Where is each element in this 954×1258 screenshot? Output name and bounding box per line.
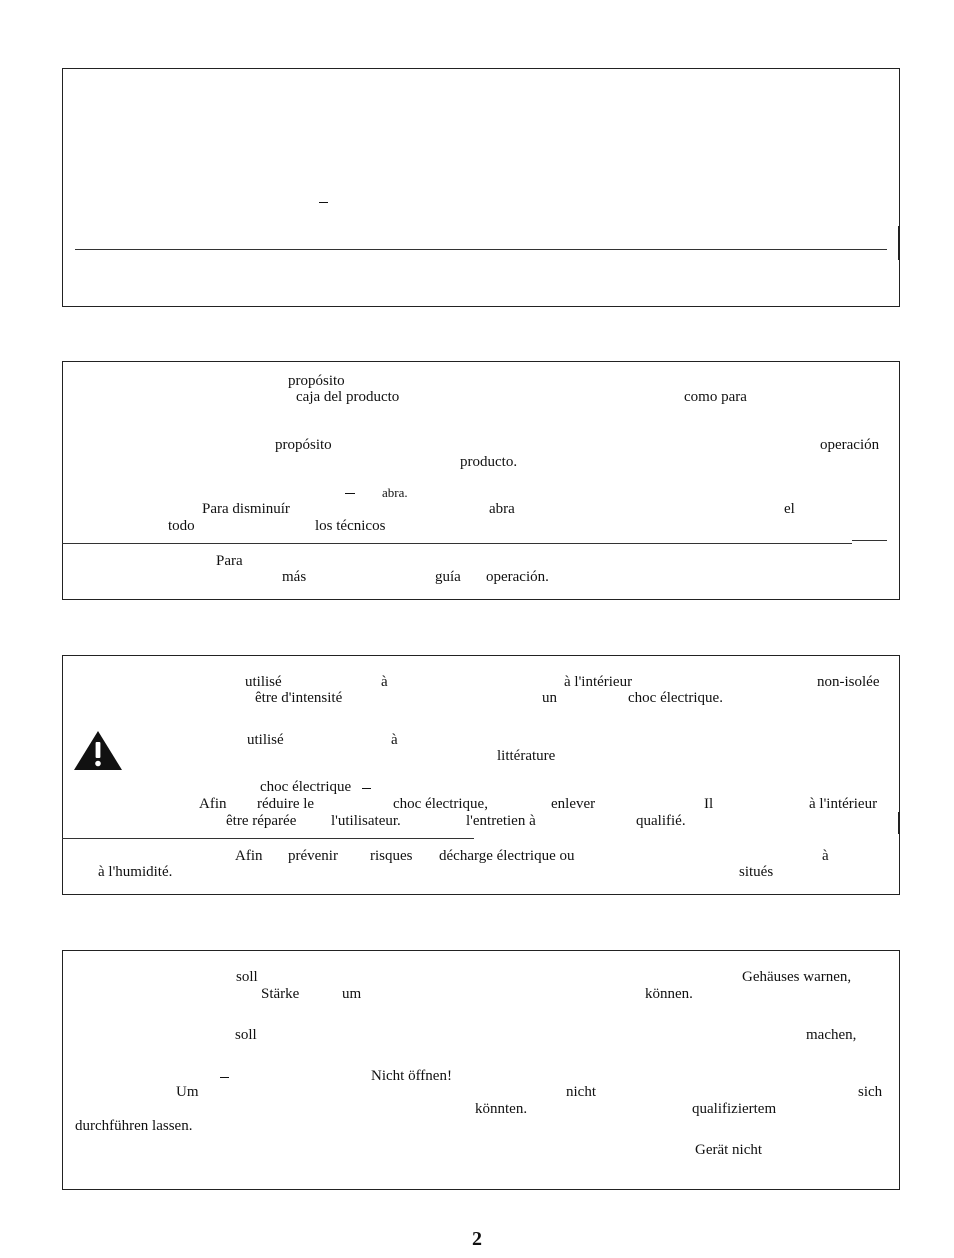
text-fragment: à [381,674,388,690]
text-fragment: choc électrique. [628,690,723,706]
text-fragment: sich [858,1084,883,1100]
text-fragment: propósito [288,373,345,389]
text-fragment: utilisé [245,674,282,690]
text-fragment: Para disminuír [202,501,290,517]
text-fragment: non-isolée [817,674,880,690]
text-fragment: littérature [497,748,556,764]
text-fragment: todo [168,518,195,534]
text-fragment: más [282,569,307,585]
text-fragment: um [342,986,362,1002]
text-fragment: Afin [235,848,263,864]
text-fragment: à l'intérieur [809,796,878,812]
text-fragment: prévenir [288,848,338,864]
text-fragment: soll [236,969,258,985]
text-fragment: könnten. [475,1101,528,1117]
text-fragment: soll [235,1027,257,1043]
text-fragment: l'entretien à [466,813,536,829]
text-fragment: un [542,690,557,706]
text-fragment: nicht [566,1084,596,1100]
text-fragment: choc électrique [260,779,352,795]
divider-tick [62,226,63,260]
text-fragment: l'utilisateur. [331,813,401,829]
text-fragment: caja del producto [296,389,400,405]
text-fragment: être réparée [226,813,297,829]
german-notice-box [62,950,900,1190]
section-divider [75,249,887,250]
dash-mark [220,1077,229,1078]
text-fragment: abra. [382,485,408,500]
text-fragment: machen, [806,1027,857,1043]
text-fragment: risques [370,848,413,864]
text-fragment: producto. [460,454,518,470]
divider-tick [898,226,899,260]
text-fragment: el [784,501,795,517]
text-fragment: Gehäuses warnen, [742,969,852,985]
dash-mark [345,493,355,494]
text-fragment: être d'intensité [255,690,343,706]
text-fragment: abra [489,501,515,517]
text-fragment: enlever [551,796,596,812]
text-fragment: utilisé [247,732,284,748]
text-fragment: qualifiziertem [692,1101,777,1117]
dash-mark [319,202,328,203]
text-fragment: Para [216,553,243,569]
section-divider [62,543,852,544]
text-fragment: operación. [486,569,549,585]
spanish-notice-box [62,361,900,600]
text-fragment: à l'humidité. [98,864,173,880]
page-number: 2 [472,1228,482,1250]
text-fragment: können. [645,986,693,1002]
text-fragment: situés [739,864,774,880]
text-fragment: réduire le [257,796,315,812]
text-fragment: choc électrique, [393,796,488,812]
text-fragment: operación [820,437,880,453]
text-fragment: guía [435,569,461,585]
text-fragment: Um [176,1084,199,1100]
text-fragment: como para [684,389,747,405]
divider-tick [898,812,899,834]
divider-tick [62,812,63,834]
text-fragment: los técnicos [315,518,386,534]
section-divider [62,838,474,839]
text-fragment: à [822,848,829,864]
english-notice-box [62,68,900,307]
text-fragment: Il [704,796,714,812]
text-fragment: durchführen lassen. [75,1118,193,1134]
section-divider [852,540,887,541]
text-fragment: décharge électrique ou [439,848,575,864]
text-fragment: Stärke [261,986,300,1002]
text-fragment: à l'intérieur [564,674,633,690]
text-fragment: qualifié. [636,813,686,829]
text-fragment: Gerät nicht [695,1142,763,1158]
text-fragment: Nicht öffnen! [371,1068,452,1084]
text-fragment: propósito [275,437,332,453]
text-fragment: à [391,732,398,748]
warning-triangle-icon [73,730,123,772]
dash-mark [362,788,371,789]
text-fragment: Afin [199,796,227,812]
